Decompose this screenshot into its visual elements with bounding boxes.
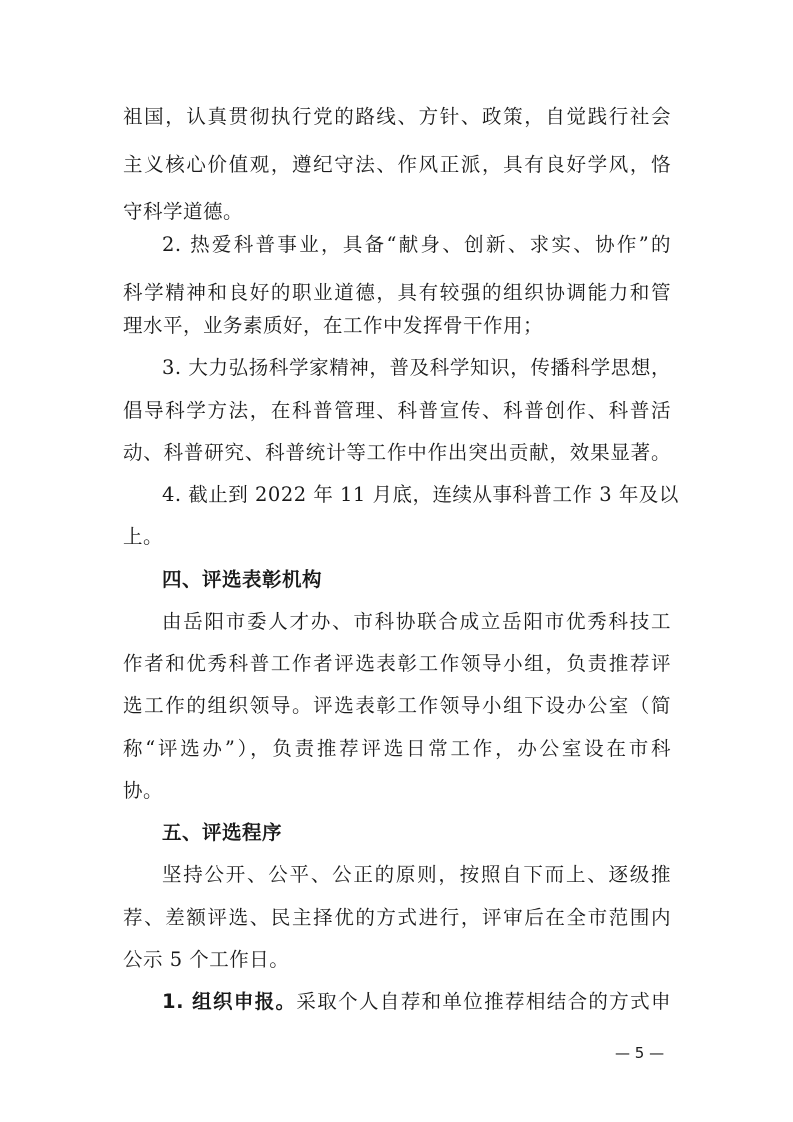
- body-line: 由岳阳市委人才办、市科协联合成立岳阳市优秀科技工: [162, 610, 671, 633]
- body-line: 选工作的组织领导。评选表彰工作领导小组下设办公室（简: [123, 694, 671, 717]
- body-line: 倡导科学方法，在科普管理、科普宣传、科普创作、科普活: [123, 399, 671, 422]
- section-heading: 五、评选程序: [162, 821, 283, 844]
- body-line: 主义核心价值观，遵纪守法、作风正派，具有良好学风，恪: [123, 153, 671, 176]
- body-line: 4. 截止到 2022 年 11 月底，连续从事科普工作 3 年及以: [162, 483, 679, 506]
- body-text: 采取个人自荐和单位推荐相结合的方式申: [296, 990, 671, 1013]
- bold-lead: 1. 组织申报。: [162, 990, 297, 1013]
- body-line: 上。: [123, 525, 164, 548]
- body-line: [162, 989, 671, 1015]
- body-line: 祖国，认真贯彻执行党的路线、方针、政策，自觉践行社会: [123, 105, 671, 128]
- body-line: 动、科普研究、科普统计等工作中作出突出贡献，效果显著。: [123, 441, 671, 464]
- body-line: 科学精神和良好的职业道德，具有较强的组织协调能力和管: [123, 281, 671, 304]
- body-line: 协。: [123, 779, 164, 802]
- body-line: 称“评选办”），负责推荐评选日常工作，办公室设在市科: [123, 737, 671, 760]
- page-number: — 5 —: [615, 1044, 665, 1062]
- section-heading: 四、评选表彰机构: [162, 568, 323, 591]
- body-line: 2. 热爱科普事业，具备“献身、创新、求实、协作”的: [162, 233, 671, 256]
- body-line: 荐、差额评选、民主择优的方式进行，评审后在全市范围内: [123, 906, 671, 929]
- body-line: 3. 大力弘扬科学家精神，普及科学知识，传播科学思想，: [162, 356, 671, 379]
- body-line: 作者和优秀科普工作者评选表彰工作领导小组，负责推荐评: [123, 652, 671, 675]
- body-line: 坚持公开、公平、公正的原则，按照自下而上、逐级推: [162, 863, 671, 886]
- body-line: 理水平，业务素质好，在工作中发挥骨干作用；: [123, 314, 544, 337]
- body-line: 公示 5 个工作日。: [123, 948, 290, 971]
- body-line: 守科学道德。: [123, 200, 244, 223]
